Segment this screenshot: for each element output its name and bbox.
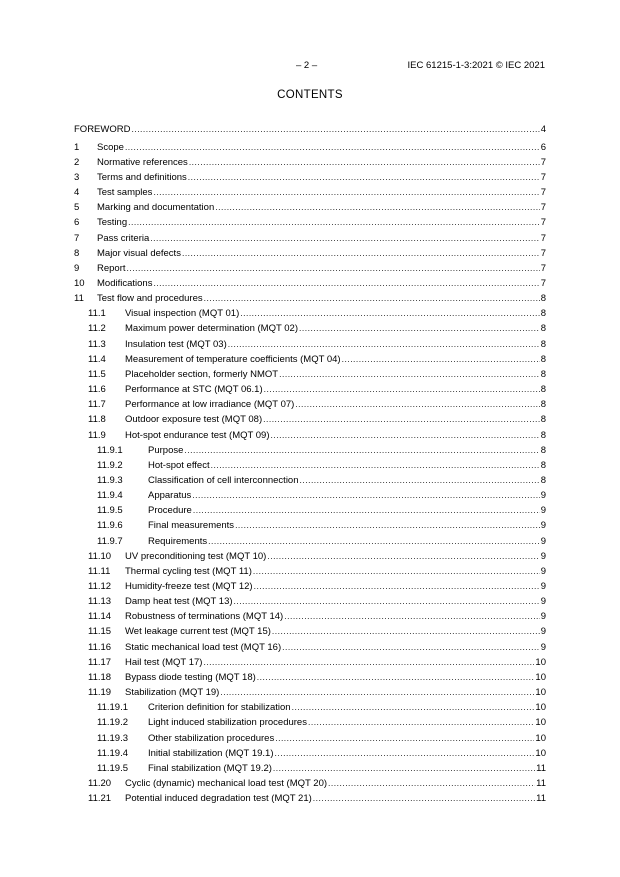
toc-entry-title: Other stabilization procedures (148, 732, 275, 744)
toc-entry-page: 9 (540, 611, 546, 623)
toc-entry[interactable] (74, 657, 546, 668)
toc-entry-number: 11.19.2 (97, 717, 128, 729)
toc-entry-page: 8 (540, 323, 546, 335)
toc-entry-page: 8 (540, 459, 546, 471)
toc-entry-title: Apparatus (148, 490, 192, 502)
toc-entry[interactable] (74, 672, 546, 683)
toc-entry[interactable] (74, 505, 546, 516)
toc-entry-number: 11.17 (88, 656, 112, 668)
toc-leader-dots (203, 657, 534, 668)
toc-entry[interactable] (74, 248, 546, 259)
toc-entry-page: 8 (540, 368, 546, 380)
toc-leader-dots (127, 263, 540, 274)
toc-leader-dots (235, 520, 540, 531)
toc-entry-page: 7 (540, 171, 546, 183)
toc-entry[interactable] (74, 217, 546, 228)
toc-entry-title: Hot-spot effect (148, 459, 210, 471)
toc-entry[interactable] (74, 339, 546, 350)
page-number: – 2 – (296, 60, 318, 71)
toc-entry-number: 7 (74, 232, 80, 244)
toc-entry-title: Initial stabilization (MQT 19.1) (148, 747, 274, 759)
toc-entry[interactable] (74, 551, 546, 562)
toc-entry-number: 11.13 (88, 596, 112, 608)
toc-entry-number: 11.2 (88, 323, 106, 335)
toc-leader-dots (153, 278, 539, 289)
toc-entry[interactable] (74, 793, 546, 804)
toc-entry-page: 11 (536, 762, 546, 774)
toc-entry-page: 8 (540, 293, 546, 305)
toc-entry-number: 10 (74, 278, 85, 289)
toc-entry-page: 9 (540, 581, 546, 592)
toc-entry-number: 11.19 (88, 687, 112, 699)
toc-entry[interactable] (74, 566, 546, 577)
toc-leader-dots (193, 505, 540, 516)
toc-entry-number: 11.16 (88, 641, 112, 653)
toc-entry-number: 11.9.6 (97, 520, 123, 532)
toc-entry-title: Classification of cell interconnection (148, 474, 299, 486)
toc-entry-page: 10 (535, 717, 546, 729)
toc-entry-page: 9 (540, 535, 546, 547)
toc-entry-title: Marking and documentation (97, 202, 215, 214)
toc-entry[interactable] (74, 308, 546, 319)
toc-entry[interactable] (74, 187, 546, 198)
toc-entry[interactable] (74, 354, 546, 365)
toc-entry-title: Test flow and procedures (97, 293, 203, 305)
toc-entry-title: Hail test (MQT 17) (125, 656, 203, 668)
toc-leader-dots (299, 323, 540, 334)
toc-leader-dots (267, 551, 539, 562)
toc-leader-dots (131, 124, 539, 135)
toc-leader-dots (275, 733, 534, 744)
toc-leader-dots (295, 399, 539, 410)
toc-entry-number: 11.19.1 (97, 702, 128, 714)
toc-entry-page: 7 (540, 278, 546, 289)
toc-entry[interactable] (74, 581, 546, 592)
toc-entry-title: Major visual defects (97, 247, 181, 259)
toc-entry-title: Stabilization (MQT 19) (125, 687, 220, 699)
toc-entry[interactable] (74, 323, 546, 334)
toc-entry-title: Pass criteria (97, 232, 150, 244)
toc-entry-number: 1 (74, 141, 80, 153)
toc-entry-page: 7 (540, 187, 546, 199)
toc-leader-dots (204, 293, 540, 304)
toc-entry-number: 11.10 (88, 550, 112, 562)
toc-entry[interactable] (74, 384, 546, 395)
toc-entry[interactable] (74, 263, 546, 274)
toc-entry-title: Performance at low irradiance (MQT 07) (125, 399, 295, 411)
toc-entry-number: 11.19.4 (97, 747, 128, 759)
toc-entry-number: 11.3 (88, 338, 106, 350)
toc-entry-page: 7 (540, 202, 546, 214)
toc-entry-number: 4 (74, 187, 80, 199)
toc-entry-title: FOREWORD (74, 124, 131, 135)
toc-leader-dots (128, 217, 540, 228)
toc-entry-number: 11.8 (88, 414, 106, 426)
toc-entry-page: 9 (540, 626, 546, 638)
toc-leader-dots (254, 581, 540, 592)
toc-entry[interactable] (74, 596, 546, 607)
toc-entry-page: 8 (540, 399, 546, 411)
toc-entry[interactable] (74, 520, 546, 531)
toc-leader-dots (188, 172, 540, 183)
toc-entry-number: 2 (74, 156, 80, 168)
toc-entry-title: Outdoor exposure test (MQT 08) (125, 414, 263, 426)
toc-entry-page: 9 (540, 641, 546, 653)
toc-entry-title: Thermal cycling test (MQT 11) (125, 565, 252, 577)
toc-entry[interactable] (74, 157, 546, 168)
toc-entry-title: Potential induced degradation test (MQT 21) (125, 793, 312, 805)
toc-entry-title: Measurement of temperature coefficients (MQT 04) (125, 353, 341, 365)
toc-entry-number: 11.11 (88, 565, 111, 577)
toc-entry-number: 11.9 (88, 429, 106, 441)
toc-leader-dots (184, 445, 539, 456)
toc-entry-page: 8 (540, 474, 546, 486)
toc-entry-number: 11.12 (88, 581, 112, 592)
toc-entry-page: 7 (540, 232, 546, 244)
toc-entry[interactable] (74, 278, 546, 289)
toc-entry-page: 9 (540, 550, 546, 562)
toc-entry[interactable] (74, 124, 546, 135)
toc-entry-page: 6 (540, 141, 546, 153)
toc-entry-number: 11.9.1 (97, 444, 123, 456)
toc-leader-dots (300, 475, 540, 486)
toc-leader-dots (273, 763, 535, 774)
toc-entry-title: Terms and definitions (97, 171, 187, 183)
toc-entry-title: Modifications (97, 278, 153, 289)
toc-leader-dots (153, 187, 539, 198)
toc-entry-title: Performance at STC (MQT 06.1) (125, 384, 263, 396)
toc-leader-dots (271, 430, 540, 441)
toc-entry-title: Light induced stabilization procedures (148, 717, 307, 729)
toc-entry[interactable] (74, 233, 546, 244)
toc-entry[interactable] (74, 399, 546, 410)
toc-entry-title: Test samples (97, 187, 153, 199)
toc-leader-dots (228, 339, 540, 350)
toc-leader-dots (192, 490, 539, 501)
toc-entry[interactable] (74, 626, 546, 637)
toc-entry-number: 11.19.5 (97, 762, 128, 774)
toc-entry[interactable] (74, 430, 546, 441)
toc-entry-title: Damp heat test (MQT 13) (125, 596, 233, 608)
toc-entry-number: 11.9.4 (97, 490, 123, 502)
toc-entry[interactable] (74, 748, 546, 759)
toc-leader-dots (272, 626, 540, 637)
toc-entry-page: 7 (540, 247, 546, 259)
toc-leader-dots (342, 354, 540, 365)
toc-entry[interactable] (74, 445, 546, 456)
toc-entry[interactable] (74, 733, 546, 744)
toc-entry[interactable] (74, 717, 546, 728)
toc-entry-number: 11.9.3 (97, 474, 123, 486)
toc-leader-dots (208, 536, 540, 547)
toc-entry-number: 11 (74, 293, 84, 305)
toc-leader-dots (240, 308, 539, 319)
toc-entry-page: 9 (540, 596, 546, 608)
toc-leader-dots (313, 793, 535, 804)
toc-entry-page: 8 (540, 308, 546, 320)
toc-entry[interactable] (74, 536, 546, 547)
toc-entry-number: 11.6 (88, 384, 106, 396)
toc-entry-page: 8 (540, 353, 546, 365)
toc-entry[interactable] (74, 293, 546, 304)
toc-entry-number: 11.9.2 (97, 459, 123, 471)
toc-leader-dots (215, 202, 539, 213)
toc-entry-page: 10 (535, 702, 546, 714)
toc-entry-number: 11.21 (88, 793, 112, 805)
toc-entry-number: 11.4 (88, 353, 106, 365)
toc-entry-number: 11.9.5 (97, 505, 123, 517)
toc-entry-page: 9 (540, 505, 546, 517)
toc-entry-title: Static mechanical load test (MQT 16) (125, 641, 282, 653)
toc-entry-number: 9 (74, 262, 80, 274)
toc-leader-dots (253, 566, 540, 577)
toc-leader-dots (282, 642, 540, 653)
toc-entry-number: 8 (74, 247, 80, 259)
toc-leader-dots (308, 717, 534, 728)
toc-entry[interactable] (74, 460, 546, 471)
toc-entry-title: Procedure (148, 505, 192, 517)
toc-entry-page: 10 (535, 687, 546, 699)
toc-entry-number: 5 (74, 202, 80, 214)
toc-entry-number: 11.1 (88, 308, 106, 320)
toc-leader-dots (182, 248, 540, 259)
toc-leader-dots (125, 142, 540, 153)
toc-entry-title: Bypass diode testing (MQT 18) (125, 671, 256, 683)
toc-entry-title: Purpose (148, 444, 184, 456)
toc-entry[interactable] (74, 172, 546, 183)
toc-entry-page: 8 (540, 384, 546, 396)
toc-entry-page: 10 (535, 656, 546, 668)
toc-entry-title: Visual inspection (MQT 01) (125, 308, 240, 320)
toc-entry-page: 8 (540, 444, 546, 456)
toc-entry[interactable] (74, 763, 546, 774)
toc-entry-number: 11.5 (88, 368, 106, 380)
contents-title: CONTENTS (277, 89, 343, 101)
toc-entry-title: Testing (97, 217, 128, 229)
toc-entry-page: 4 (540, 124, 546, 135)
toc-entry-page: 10 (535, 747, 546, 759)
toc-entry[interactable] (74, 778, 546, 789)
toc-leader-dots (211, 460, 540, 471)
toc-entry-page: 9 (540, 490, 546, 502)
toc-entry-page: 10 (535, 671, 546, 683)
toc-entry-title: Final stabilization (MQT 19.2) (148, 762, 272, 774)
toc-entry-title: Final measurements (148, 520, 235, 532)
toc-entry-page: 11 (536, 793, 546, 805)
toc-entry-number: 11.20 (88, 777, 112, 789)
toc-leader-dots (292, 702, 535, 713)
toc-entry-page: 7 (540, 156, 546, 168)
toc-leader-dots (263, 414, 540, 425)
toc-entry[interactable] (74, 414, 546, 425)
toc-leader-dots (220, 687, 534, 698)
toc-entry[interactable] (74, 687, 546, 698)
toc-entry-page: 8 (540, 338, 546, 350)
toc-entry-number: 6 (74, 217, 80, 229)
toc-entry-title: Maximum power determination (MQT 02) (125, 323, 298, 335)
toc-entry-title: Normative references (97, 156, 188, 168)
toc-leader-dots (279, 369, 540, 380)
toc-leader-dots (150, 233, 539, 244)
toc-entry-number: 11.18 (88, 671, 112, 683)
toc-entry-title: Humidity-freeze test (MQT 12) (125, 581, 253, 592)
document-id: IEC 61215-1-3:2021 © IEC 2021 (407, 60, 545, 71)
toc-entry-number: 11.15 (88, 626, 112, 638)
toc-leader-dots (264, 384, 540, 395)
page-header (0, 60, 620, 74)
toc-entry-number: 11.7 (88, 399, 106, 411)
toc-entry-number: 11.19.3 (97, 732, 128, 744)
toc-entry-number: 3 (74, 171, 80, 183)
toc-entry-title: Scope (97, 141, 124, 153)
toc-leader-dots (234, 596, 540, 607)
toc-entry-number: 11.9.7 (97, 535, 123, 547)
toc-entry[interactable] (74, 702, 546, 713)
toc-entry-title: Criterion definition for stabilization (148, 702, 291, 714)
toc-entry-page: 10 (535, 732, 546, 744)
toc-entry-title: Requirements (148, 535, 208, 547)
toc-leader-dots (328, 778, 535, 789)
toc-entry-page: 9 (540, 565, 546, 577)
toc-entry-title: Wet leakage current test (MQT 15) (125, 626, 271, 638)
toc-entry[interactable] (74, 142, 546, 153)
toc-entry[interactable] (74, 202, 546, 213)
toc-entry-page: 8 (540, 429, 546, 441)
toc-entry-page: 8 (540, 414, 546, 426)
toc-entry-title: Report (97, 262, 126, 274)
toc-entry-number: 11.14 (88, 611, 112, 623)
toc-leader-dots (189, 157, 540, 168)
toc-entry-title: Insulation test (MQT 03) (125, 338, 227, 350)
toc-entry-page: 11 (536, 777, 546, 789)
toc-entry[interactable] (74, 642, 546, 653)
toc-entry-title: Cyclic (dynamic) mechanical load test (MQT 20) (125, 777, 328, 789)
toc-entry[interactable] (74, 611, 546, 622)
toc-entry-page: 7 (540, 262, 546, 274)
toc-entry-title: UV preconditioning test (MQT 10) (125, 550, 267, 562)
toc-leader-dots (257, 672, 535, 683)
toc-entry[interactable] (74, 475, 546, 486)
toc-leader-dots (284, 611, 539, 622)
toc-entry-page: 7 (540, 217, 546, 229)
toc-entry-title: Robustness of terminations (MQT 14) (125, 611, 284, 623)
toc-entry-title: Hot-spot endurance test (MQT 09) (125, 429, 270, 441)
toc-entry-title: Placeholder section, formerly NMOT (125, 368, 279, 380)
toc-entry[interactable] (74, 490, 546, 501)
toc-entry-page: 9 (540, 520, 546, 532)
toc-leader-dots (275, 748, 535, 759)
toc-entry[interactable] (74, 369, 546, 380)
